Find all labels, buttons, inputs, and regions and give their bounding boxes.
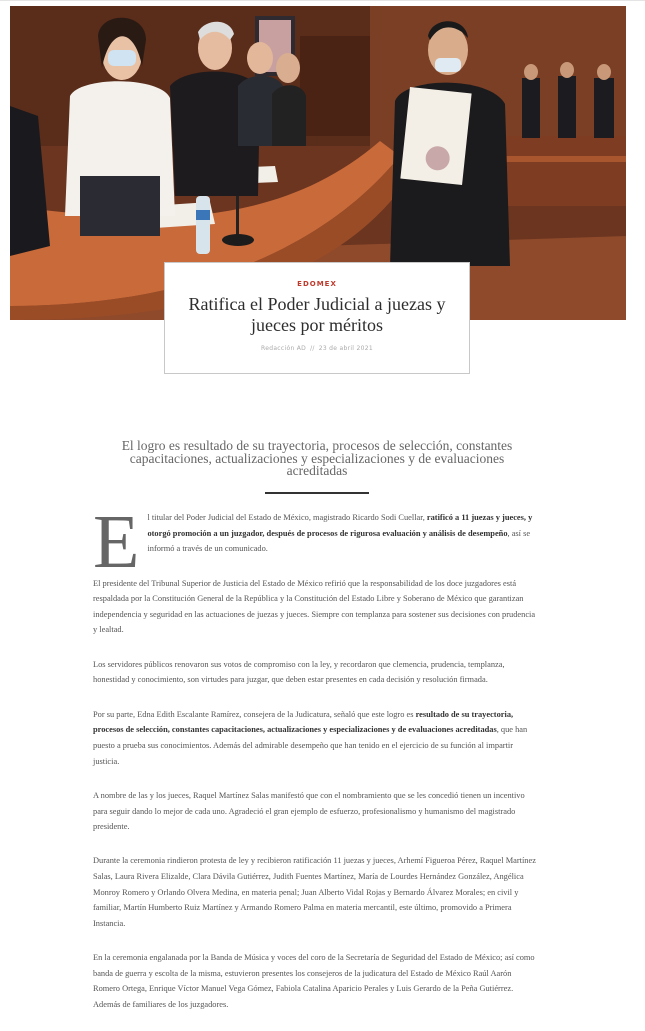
article-header-card [164,262,470,374]
byline-separator: // [310,345,315,352]
paragraph-4 [93,707,540,769]
paragraph-1-text-c: , así se informó a través de un comunicado. [147,528,531,554]
paragraph-3: Los servidores públicos renovaron sus votos de compromiso con la ley, y recordaron que clemencia, prudencia, templanza, honestidad y conocimiento, son virtudes para juzgar, que deben estar presentes en cada decisión y resolución firmada. [93,659,505,685]
category-link[interactable]: EDOMEX [297,280,337,288]
lead-divider [265,492,369,494]
paragraph-1-emphasis: ratificó a 11 juezas y jueces, y otorgó promoción a un juzgador, después de procesos de rigurosa evaluación y análisis de desempeño [147,513,533,538]
author-link[interactable]: Redacción AD [261,345,307,352]
article-body [93,500,540,1031]
article-lead: El logro es resultado de su trayectoria, procesos de selección, constantes capacitaciones, actualizaciones y especializaciones y de evaluaciones acreditadas [121,438,513,478]
article-title: Ratifica el Poder Judicial a juezas y jueces por méritos [188,294,446,335]
paragraph-4-text-c: , que han puesto a prueba sus conocimientos. Además del admirable desempeño que han tenido en el ejercicio de su función al impartir justicia. [93,725,528,766]
paragraph-4-emphasis: resultado de su trayectoria, procesos de selección, constantes capacitaciones, actualizaciones y especializaciones y de evaluaciones acreditadas [93,709,514,735]
paragraph-2: El presidente del Tribunal Superior de Justicia del Estado de México refirió que la responsabilidad de los doce juzgadores está respaldada por la Constitución General de la República y la Constitución del Estado Libre y Soberano de México que garantizan independencia y seguridad en las actuaciones de juezas y jueces. Siempre con templanza para sostener sus decisiones con prudencia y lealtad. [93,578,536,635]
top-divider [0,0,645,1]
paragraph-7: En la ceremonia engalanada por la Banda de Música y voces del coro de la Secretaría de Seguridad del Estado de México; así como banda de guerra y escolta de la misma, estuvieron presentes los consejeros de la judicatura del Estado de México Raúl Aarón Romero Ortega, Enrique Víctor Manuel Vega Gómez, Fabiola Catalina Aparicio Perales y Luis Gerardo de la Peña Gutiérrez. Además de familiares de los juzgadores. [93,953,535,1010]
paragraph-5: A nombre de las y los jueces, Raquel Martínez Salas manifestó que con el nombramiento que se les concedió tienen un incentivo para seguir dando lo mejor de cada uno. Agradeció el gran ejemplo de esfuerzo, profesionalismo y humanismo del magistrado presidente. [93,790,525,832]
byline [165,345,469,352]
paragraph-6: Durante la ceremonia rindieron protesta de ley y recibieron ratificación 11 juezas y jueces, Arhemí Figueroa Pérez, Raquel Martínez Salas, Laura Rivera Elizalde, Clara Dávila Gutiérrez, Judith Fuentes Martínez, María de Lourdes Hernández González, Angélica Monroy Romero y Orlando Olvera Medina, en materia penal; Juan Alberto Vidal Rojas y Bernardo Álvarez Morales; en civil y familiar, Martín Humberto Ruiz Martínez y Armando Romero Palma en materia mercantil, este último, promovido a Primera Instancia. [93,856,536,928]
publish-date: 23 de abril 2021 [318,345,373,352]
paragraph-4-text-a: Por su parte, Edna Edith Escalante Ramírez, consejera de la Judicatura, señaló que este logro es [93,709,416,719]
paragraph-1 [93,500,540,584]
drop-cap: E [93,500,140,584]
paragraph-1-text-a: l titular del Poder Judicial del Estado de México, magistrado Ricardo Sodi Cuellar, [147,513,427,522]
